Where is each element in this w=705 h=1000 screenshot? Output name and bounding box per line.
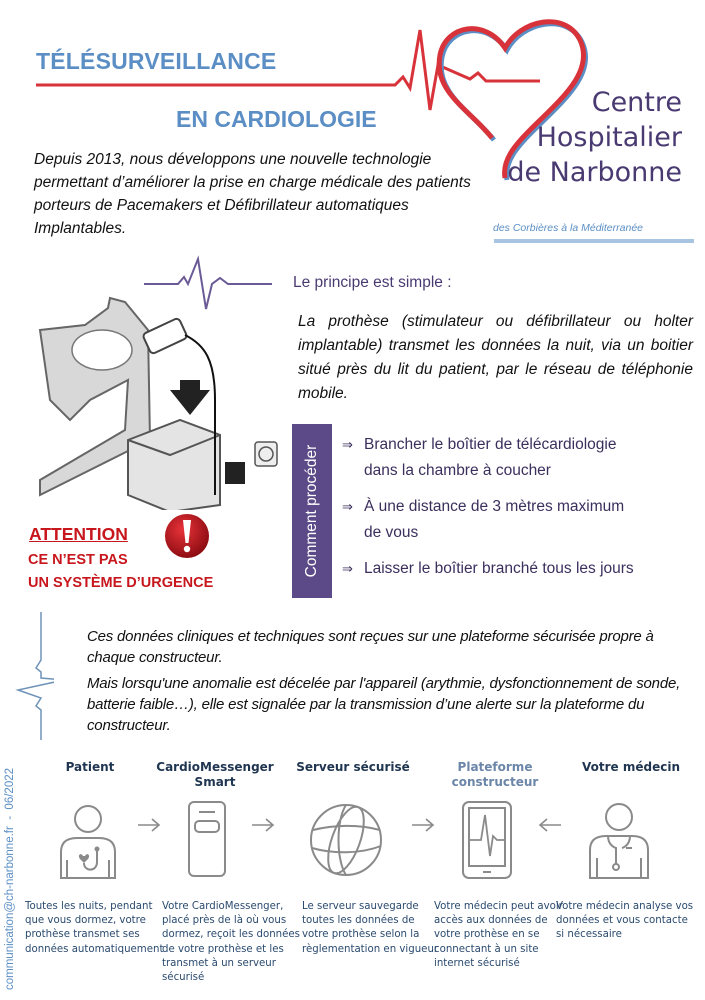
data-paragraph-2: Mais lorsqu'une anomalie est décelée par l'appareil (arythmie, dysfonctionnement de sonde, batterie faible…), elle est signalée par la transmission d’une alerte sur la plateforme du constructeur. [87, 675, 681, 734]
footer-separator: - [4, 815, 16, 820]
flow-step-desc: Toutes les nuits, pendant que vous dormez, votre prothèse transmet ses données automatiquement [25, 901, 164, 955]
flow-step-desc: Le serveur sauvegarde toutes les données de votre prothèse selon la règlementation en vigueur [302, 901, 439, 955]
ecg-vertical-icon [14, 610, 54, 740]
procedure-label-box [292, 424, 332, 598]
flow-step-title: CardioMessenger Smart [156, 760, 274, 789]
title-line-1: TÉLÉSURVEILLANCE [36, 48, 277, 74]
exclamation-icon [163, 512, 211, 560]
attention-title: ATTENTION [29, 524, 128, 544]
double-arrow-icon: ⇒ [342, 499, 353, 514]
arrow-right-icon [136, 818, 162, 832]
footer-date: 06/2022 [4, 767, 16, 810]
procedure-label: Comment procéder [303, 444, 320, 578]
step-text: À une distance de 3 mètres maximum [364, 498, 625, 515]
procedure-step [342, 556, 702, 582]
flow-step-title: Plateforme constructeur [451, 760, 539, 789]
procedure-step [342, 494, 702, 546]
flow-step-title: Serveur sécurisé [296, 760, 410, 774]
step-text: dans la chambre à coucher [364, 462, 551, 479]
double-arrow-icon: ⇒ [342, 561, 353, 576]
flow-step-server [288, 760, 439, 955]
hospital-name-line-1: Centre [591, 87, 682, 118]
intro-paragraph: Depuis 2013, nous développons une nouvelle technologie permettant d’améliorer la prise en charge médicale des patients porteurs de Pacemakers et Défibrillateur automatiques Implantables. [34, 151, 471, 237]
tablet-ecg-icon [461, 800, 513, 880]
flow-step-platform [430, 760, 563, 969]
title-line-2: EN CARDIOLOGIE [176, 106, 377, 132]
flow-step-desc: Votre médecin peut avoir accès aux données de votre prothèse en se connectant à un site internet sécurisé [434, 901, 563, 969]
bedside-device-illustration [30, 290, 285, 510]
hospital-name [492, 85, 682, 190]
hospital-tagline: des Corbières à la Méditerranée [493, 222, 643, 234]
flow-step-title: Patient [65, 760, 115, 774]
hospital-name-line-3: de Narbonne [507, 157, 682, 188]
flow-step-title: Votre médecin [582, 760, 680, 774]
double-arrow-icon: ⇒ [342, 437, 353, 452]
tagline-underline [494, 239, 694, 243]
flow-step-desc: Votre CardioMessenger, placé près de là où vous dormez, reçoit les données de votre prothèse et les transmet à un serveur sécurisé [162, 901, 300, 984]
procedure-steps [342, 432, 702, 592]
flow-step-patient [25, 760, 164, 955]
step-text: Laisser le boîtier branché tous les jours [364, 560, 634, 577]
attention-line-1: CE N’EST PAS [28, 552, 128, 568]
hospital-name-line-2: Hospitalier [536, 122, 682, 153]
flow-step-doctor [556, 760, 696, 941]
footer-contact [4, 768, 16, 990]
principe-body: La prothèse (stimulateur ou défibrillateur ou holter implantable) transmet les données la nuit, via un boitier situé près du lit du patient, par le réseau de téléphonie mobile. [298, 313, 693, 402]
flow-step-desc: Votre médecin analyse vos données et vous contacte si nécessaire [556, 901, 694, 941]
footer-email[interactable]: communication@ch-narbonne.fr [4, 826, 16, 990]
arrow-right-icon [410, 818, 436, 832]
arrow-left-icon [537, 818, 563, 832]
data-paragraph-1: Ces données cliniques et techniques sont reçues sur une plateforme sécurisée propre à chaque constructeur. [87, 628, 654, 666]
patient-icon [53, 800, 123, 880]
flow-step-cardiomessenger [150, 760, 300, 984]
globe-icon [308, 800, 384, 880]
attention-line-2: UN SYSTÈME D’URGENCE [28, 575, 214, 591]
arrow-right-icon [250, 818, 276, 832]
step-text: Brancher le boîtier de télécardiologie [364, 436, 617, 453]
step-text: de vous [364, 524, 419, 541]
procedure-step [342, 432, 702, 484]
device-icon [187, 800, 227, 880]
data-section [87, 626, 687, 741]
principe-heading: Le principe est simple : [293, 274, 452, 291]
doctor-icon [584, 800, 654, 880]
